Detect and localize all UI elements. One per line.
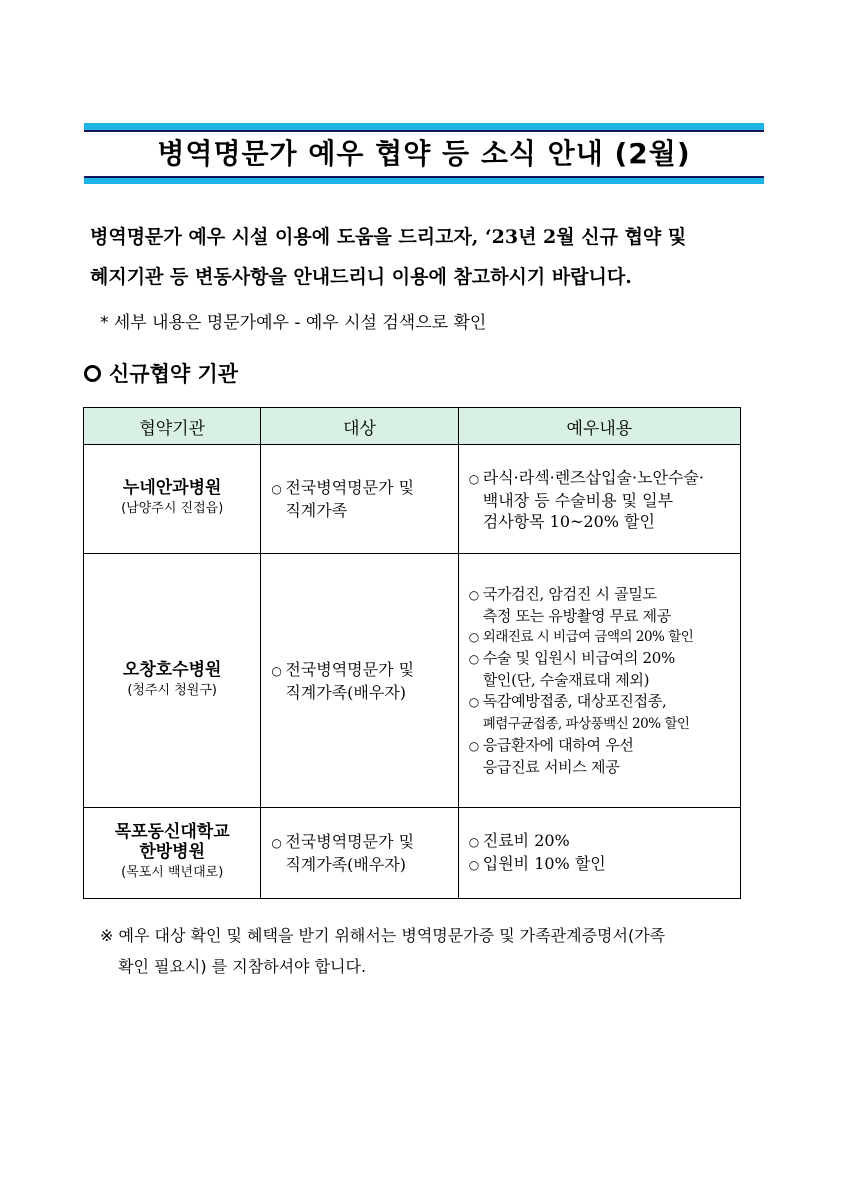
institution-cell (84, 445, 261, 554)
title-top-rule (84, 123, 764, 130)
circle-bullet-icon: ○ (468, 835, 480, 849)
title-bottom-rule (84, 178, 764, 184)
benefit-item: ○ 수술 및 입원시 비급여의 20% 할인(단, 수술재료대 제외) (468, 648, 675, 689)
circle-bullet-icon: ○ (468, 587, 479, 602)
benefit-item: ○ 응급환자에 대하여 우선 응급진료 서비스 제공 (468, 735, 634, 776)
intro-line-2: 혜지기관 등 변동사항을 안내드리니 이용에 참고하시기 바랍니다. (90, 266, 632, 288)
footnote (100, 920, 780, 982)
circle-bullet-icon: ○ (468, 858, 480, 872)
institution-location: (남양주시 진접읍) (121, 501, 224, 516)
footnote-line-2: 확인 필요시) 를 지참하셔야 합니다. (118, 957, 367, 976)
institution-location: (목포시 백년대로) (121, 865, 224, 880)
section-title: 신규협약 기관 (109, 362, 239, 386)
intro-line-1: 병역명문가 예우 시설 이용에 도움을 드리고자, ‘23년 2월 신규 협약 및 (90, 226, 687, 248)
institution-name: 오창호수병원 (122, 659, 222, 680)
page-title: 병역명문가 예우 협약 등 소식 안내 (2월) (157, 137, 691, 170)
circle-bullet-icon: ○ (271, 482, 282, 496)
target-cell (261, 554, 458, 808)
target-cell (261, 445, 458, 554)
footnote-line-1: ※ 예우 대상 확인 및 혜택을 받기 위해서는 병역명문가증 및 가족관계증명서(가족 (100, 926, 666, 945)
benefit-item: ○ 국가검진, 암검진 시 골밀도 측정 또는 유방촬영 무료 제공 (468, 584, 671, 625)
circle-bullet-icon (84, 365, 101, 382)
circle-bullet-icon: ○ (468, 471, 480, 486)
header-benefit: 예우내용 (458, 408, 740, 445)
table-header-row (84, 408, 741, 445)
title-top-rule-dark (84, 130, 764, 132)
benefit-item: ○ 라식·라섹·렌즈삽입술·노안수술· 백내장 등 수술비용 및 일부 검사항목 10~20% 할인 (468, 467, 705, 531)
circle-bullet-icon: ○ (468, 694, 479, 709)
benefit-item: ○ 외래진료 시 비급여 금액의 20% 할인 (469, 627, 734, 648)
institution-name: 누네안과병원 (122, 478, 222, 498)
benefit-cell (458, 445, 740, 554)
circle-bullet-icon: ○ (468, 651, 479, 666)
institution-location: (청주시 청원구) (127, 682, 217, 698)
target-cell (261, 808, 458, 899)
benefit-cell (458, 554, 740, 808)
header-institution: 협약기관 (84, 408, 261, 445)
benefit-cell (458, 808, 740, 899)
circle-bullet-icon: ○ (271, 836, 282, 850)
table-row (84, 445, 741, 554)
institution-name: 목포동신대학교 한방병원 (114, 822, 230, 862)
institutions-table (83, 407, 741, 899)
benefit-item: ○ 독감예방접종, 대상포진접종, 폐렴구균접종, 파상풍백신 20% 할인 (468, 691, 690, 732)
header-target: 대상 (261, 408, 458, 445)
circle-bullet-icon: ○ (468, 629, 479, 644)
institution-cell (84, 554, 261, 808)
section-heading (84, 358, 238, 388)
target-item: ○ 전국병역명문가 및 직계가족(배우자) (271, 659, 415, 702)
table-row (84, 554, 741, 808)
benefit-item: ○ 입원비 10% 할인 (469, 853, 734, 876)
target-item: ○ 전국병역명문가 및 직계가족(배우자) (271, 832, 415, 874)
circle-bullet-icon: ○ (271, 663, 282, 678)
target-item: ○ 전국병역명문가 및 직계가족 (271, 478, 415, 520)
intro-note: * 세부 내용은 명문가예우 - 예우 시설 검색으로 확인 (100, 313, 487, 333)
benefit-item: ○ 진료비 20% (469, 830, 734, 853)
table-row (84, 808, 741, 899)
circle-bullet-icon: ○ (468, 738, 479, 753)
institution-cell (84, 808, 261, 899)
